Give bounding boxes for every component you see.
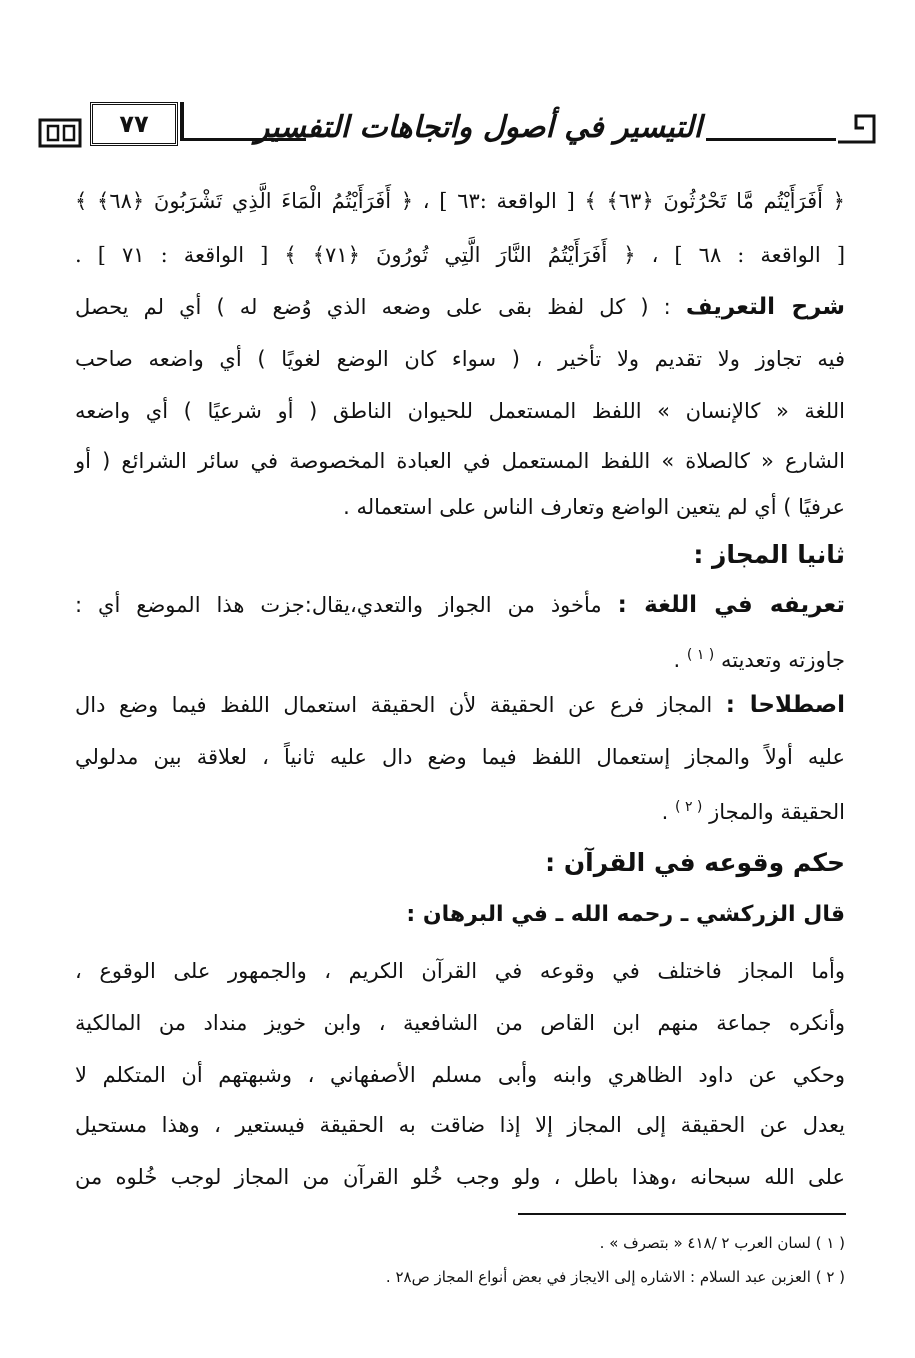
corner-ornament-right-icon — [834, 112, 880, 146]
quran-line-2: [ الواقعة : ٦٨ ] ، ﴿ أَفَرَأَيْتُمُ النَّارَ الَّتِي تُورُونَ ﴿٧١﴾ ﴾ [ الواقعة : ٧١ ] . — [75, 243, 846, 267]
para2-end: . — [673, 648, 681, 672]
para4-line-5: على الله سبحانه ،وهذا باطل ، ولو وجب خُلو القرآن من المجاز لوجب خُلوه من — [75, 1165, 845, 1189]
para3-line-1 — [75, 690, 845, 720]
para2-text-2: جاوزته وتعديته — [720, 648, 845, 672]
para2-line-1 — [75, 590, 845, 620]
para3-line-2: عليه أولاً والمجاز إستعمال اللفظ فيما وضع دال عليه ثانياً ، لعلاقة بين مدلولي — [75, 745, 845, 769]
para3-label: اصطلاحا : — [725, 692, 845, 718]
para2-text-1: مأخوذ من الجواز والتعدي،يقال:جزت هذا الموضع أي : — [75, 593, 602, 617]
footnote-2: ( ٢ ) العزبن عبد السلام : الاشاره إلى الايجاز في بعض أنواع المجاز ص٢٨ . — [385, 1268, 845, 1286]
footnote-ref-1: ( ١ ) — [686, 647, 715, 663]
para1-line-5: عرفيًا ) أي لم يتعين الواضع وتعارف الناس على استعماله . — [343, 495, 845, 519]
para1-line-1 — [75, 292, 845, 322]
running-title: التيسير في أصول واتجاهات التفسير — [254, 110, 702, 145]
para3-text-3: الحقيقة والمجاز — [709, 800, 845, 824]
para2-label: تعريفه في اللغة : — [617, 592, 846, 618]
footnote-1: ( ١ ) لسان العرب ٢ /٤١٨ « بتصرف » . — [599, 1234, 845, 1252]
para1-line-4: الشارع « كالصلاة » اللفظ المستعمل في العبادة المخصوصة في سائر الشرائع ( أو — [75, 449, 845, 473]
para3-line-3 — [75, 792, 845, 827]
heading-hukm: حكم وقوعه في القرآن : — [545, 848, 845, 877]
para3-end: . — [661, 800, 669, 824]
para1-label: شرح التعريف — [685, 294, 845, 320]
header-rule-left-top — [180, 102, 184, 140]
running-header — [38, 102, 880, 158]
footnote-rule — [518, 1213, 846, 1215]
corner-ornament-left-icon — [38, 116, 84, 150]
header-rule-right — [706, 138, 836, 141]
heading-zarkashi: قال الزركشي ـ رحمه الله ـ في البرهان : — [406, 902, 845, 927]
para4-line-4: يعدل عن الحقيقة إلى المجاز إلا إذا ضاقت به الحقيقة فيستعير ، وهذا مستحيل — [75, 1113, 845, 1137]
footnote-ref-2: ( ٢ ) — [675, 799, 703, 815]
para1-text-1: : ( كل لفظ بقى على وضعه الذي وُضع له ) أي لم يحصل — [75, 295, 671, 319]
para1-line-3: اللغة « كالإنسان » اللفظ المستعمل للحيوان الناطق ( أو شرعيًا ) أي واضعه — [75, 399, 845, 423]
quran-line-1: ﴿ أَفَرَأَيْتُم مَّا تَحْرُثُونَ ﴿٦٣﴾ ﴾ [ الواقعة :٦٣ ] ، ﴿ أَفَرَأَيْتُمُ الْمَاءَ الَّذِي تَشْرَبُونَ ﴿٦٨﴾ ﴾ — [75, 189, 845, 213]
para4-line-1: وأما المجاز فاختلف في وقوعه في القرآن الكريم ، والجمهور على الوقوع ، — [75, 959, 845, 983]
para1-line-2: فيه تجاوز ولا تقديم ولا تأخير ، ( سواء كان الوضع لغويًا ) أي واضعه صاحب — [75, 347, 845, 371]
heading-majaz: ثانيا المجاز : — [693, 540, 845, 569]
para4-line-2: وأنكره جماعة منهم ابن القاص من الشافعية ، وابن خويز منداد من المالكية — [75, 1011, 845, 1035]
page-number: ٧٧ — [90, 102, 178, 146]
para3-text-1: المجاز فرع عن الحقيقة لأن الحقيقة استعمال اللفظ فيما وضع دال — [75, 693, 713, 717]
para4-line-3: وحكي عن داود الظاهري وابنه وأبى مسلم الأصفهاني ، وشبهتهم أن المتكلم لا — [75, 1063, 845, 1087]
para2-line-2 — [75, 640, 845, 675]
